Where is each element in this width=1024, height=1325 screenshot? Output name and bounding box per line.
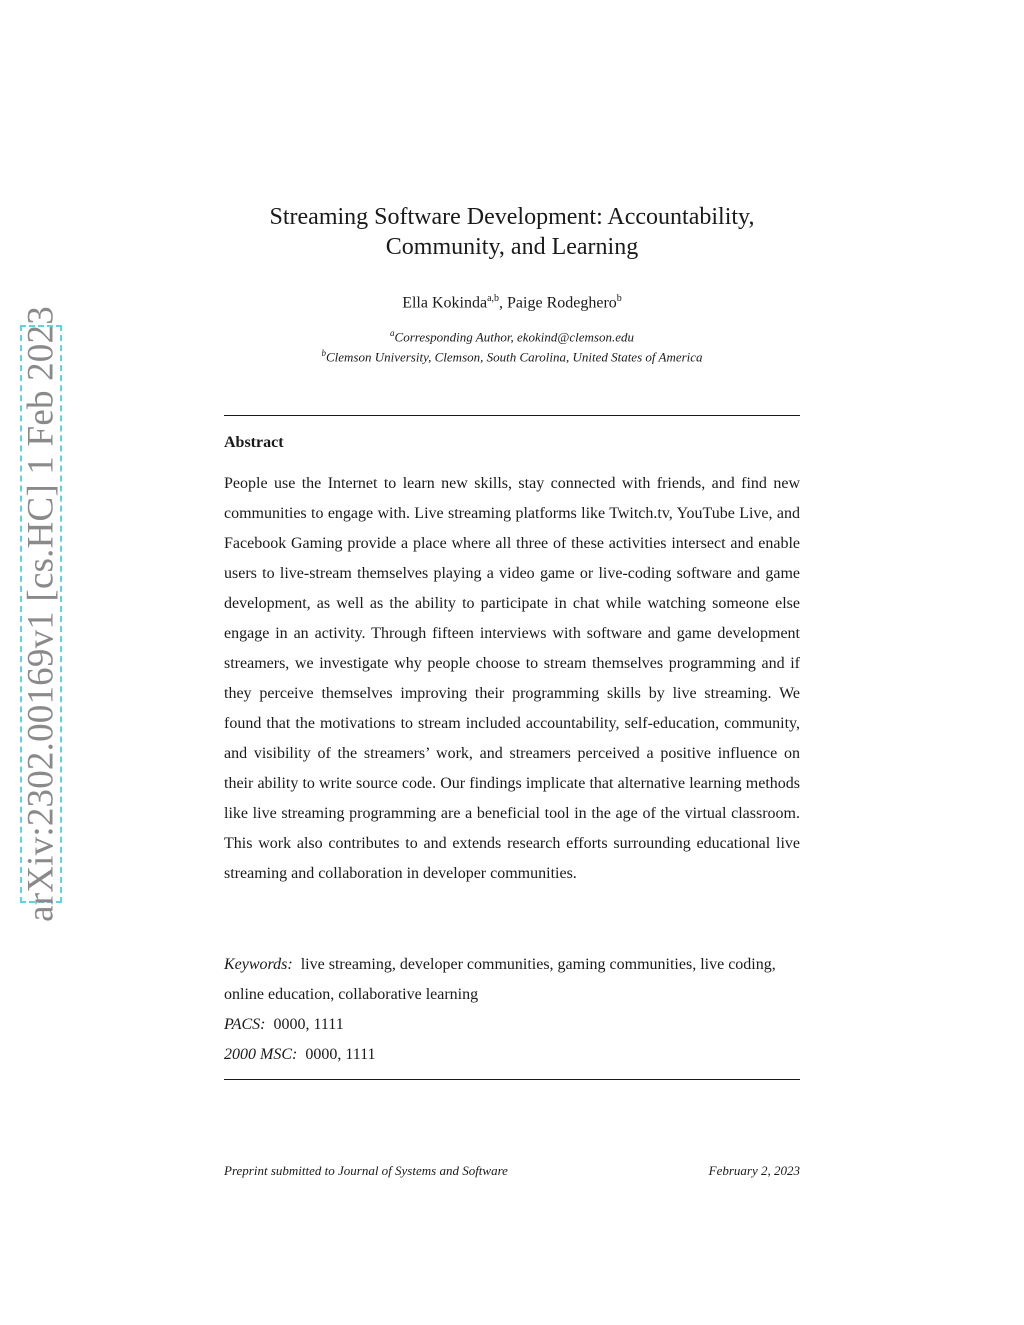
author-name: Ella Kokinda [402, 294, 488, 312]
msc-label: 2000 MSC: [224, 1046, 298, 1063]
pacs-codes [224, 1010, 800, 1040]
msc-codes [224, 1040, 800, 1070]
affiliation-line [224, 325, 800, 345]
title-line-2: Community, and Learning [385, 234, 639, 260]
author-list [224, 288, 800, 314]
author-separator: , [499, 294, 508, 312]
author-affil-marks: b [616, 293, 622, 304]
keywords-value: live streaming, developer communities, gaming communities, live coding, online education, collaborative learning [224, 956, 776, 1003]
keywords [224, 950, 800, 1010]
affiliations [224, 325, 800, 366]
affiliation-text: Corresponding Author, ekokind@clemson.edu [394, 329, 634, 345]
affiliation-mark: a [390, 328, 395, 338]
abstract-bottom-rule [224, 1079, 800, 1080]
pacs-label: PACS: [224, 1016, 266, 1033]
preprint-note: Preprint submitted to Journal of Systems and Software [224, 1163, 508, 1178]
affiliation-line [224, 345, 800, 365]
arxiv-side-stamp [20, 306, 62, 922]
abstract-body: People use the Internet to learn new skills, stay connected with friends, and find new communities to engage with. Live streaming platforms like Twitch.tv, YouTube Live, and Facebook Gaming provide a place where all three of these activities intersect and enable users to live-stream themselves playing a video game or live-coding software and game development, as well as the ability to participate in chat while watching someone else engage in an activity. Through fifteen interviews with software and game development streamers, we investigate why people choose to stream themselves programming and if they perceive themselves improving their programming skills by live streaming. We found that the motivations to stream included accountability, self-education, community, and visibility of the streamers’ work, and streamers perceived a positive influence on their ability to write source code. Our findings implicate that alternative learning methods like live streaming programming are a beneficial tool in the age of the virtual classroom. This work also contributes to and extends research efforts surrounding educational live streaming and collaboration in developer communities. [224, 475, 800, 882]
keywords-label: Keywords: [224, 956, 293, 973]
paper-title [224, 202, 800, 262]
author-affil-marks: a,b [487, 293, 500, 304]
abstract-heading: Abstract [224, 434, 284, 451]
affiliation-mark: b [321, 348, 326, 359]
arxiv-stamp-text: arXiv:2302.00169v1 [cs.HC] 1 Feb 2023 [20, 306, 62, 922]
author-name: Paige Rodeghero [507, 294, 617, 312]
msc-value: 0000, 1111 [305, 1046, 376, 1063]
pacs-value: 0000, 1111 [273, 1016, 344, 1033]
footer-date: February 2, 2023 [708, 1163, 800, 1178]
title-line-1: Streaming Software Development: Accountability, [269, 204, 755, 230]
affiliation-text: Clemson University, Clemson, South Carolina, United States of America [325, 349, 703, 365]
abstract-top-rule [224, 415, 800, 416]
